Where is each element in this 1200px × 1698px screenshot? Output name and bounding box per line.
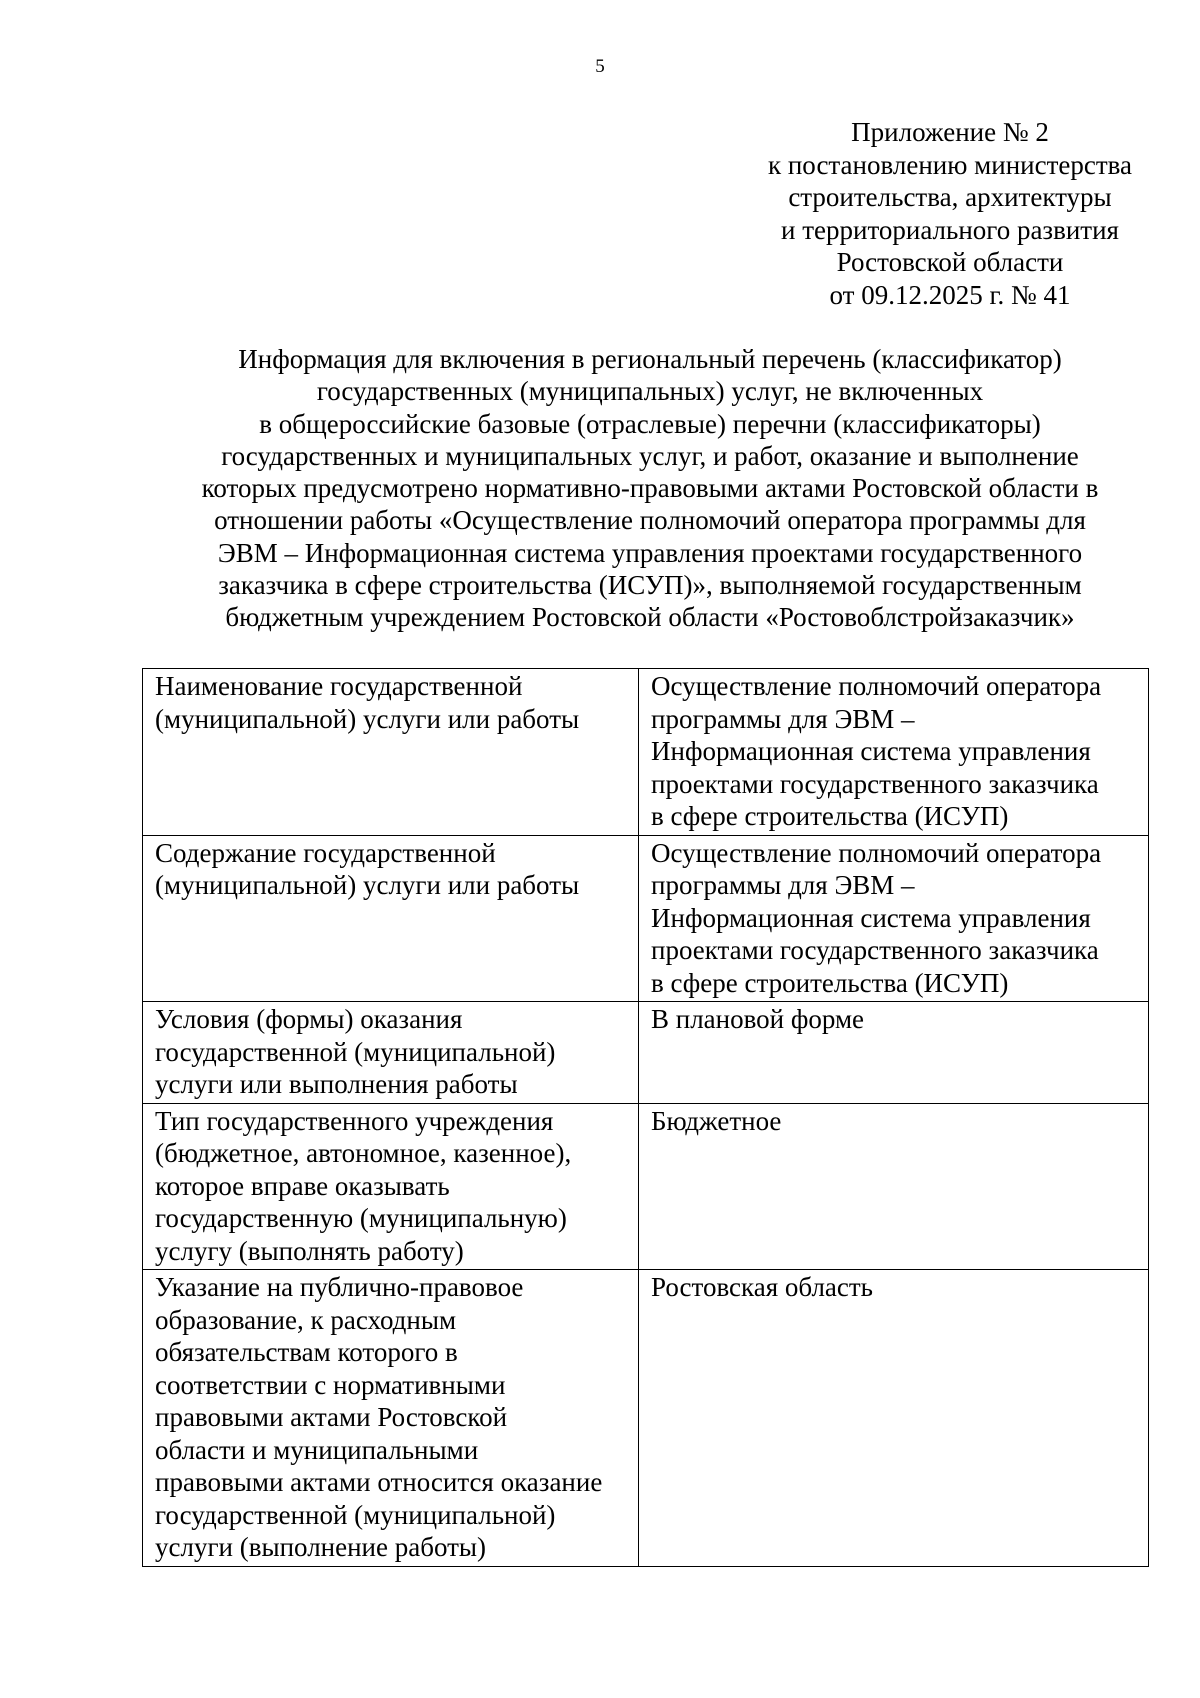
row-label: Содержание государственной (муниципальной) услуги или работы: [143, 835, 639, 1002]
document-title: [120, 343, 1180, 634]
appendix-line: к постановлению министерства: [767, 149, 1133, 180]
title-line: Информация для включения в региональный перечень (классификатор): [238, 344, 1062, 374]
row-value: Осуществление полномочий оператора программы для ЭВМ – Информационная система управления проектами государственного заказчика в сфере строительства (ИСУП): [639, 669, 1149, 836]
title-line: бюджетным учреждением Ростовской области «Ростовоблстройзаказчик»: [225, 602, 1075, 633]
title-line: которых предусмотрено нормативно-правовыми актами Ростовской области в: [201, 473, 1099, 504]
appendix-line: Ростовской области: [836, 247, 1064, 277]
row-label: Указание на публично-правовое образование, к расходным обязательствам которого в соответствии с нормативными правовыми актами Ростовской области и муниципальными правовыми актами относится оказание государственной (муниципальной) услуги (выполнение работы): [143, 1270, 639, 1567]
row-value: Осуществление полномочий оператора программы для ЭВМ – Информационная система управления проектами государственного заказчика в сфере строительства (ИСУП): [639, 835, 1149, 1002]
row-value: Ростовская область: [639, 1270, 1149, 1567]
table-row: [143, 1270, 1149, 1567]
row-label: Тип государственного учреждения (бюджетное, автономное, казенное), которое вправе оказывать государственную (муниципальную) услугу (выполнять работу): [143, 1103, 639, 1270]
table-row: [143, 669, 1149, 836]
appendix-line: Приложение № 2: [851, 117, 1049, 147]
appendix-header: [735, 116, 1165, 311]
title-line: ЭВМ – Информационная система управления проектами государственного: [217, 537, 1083, 568]
appendix-line: и территориального развития: [781, 214, 1119, 245]
row-label: Условия (формы) оказания государственной (муниципальной) услуги или выполнения работы: [143, 1002, 639, 1104]
table-row: [143, 835, 1149, 1002]
page-number: 5: [595, 56, 605, 77]
appendix-line: строительства, архитектуры: [788, 182, 1112, 212]
title-line: в общероссийские базовые (отраслевые) перечни (классификаторы): [259, 408, 1041, 439]
title-line: государственных и муниципальных услуг, и работ, оказание и выполнение: [221, 440, 1079, 471]
row-label: Наименование государственной (муниципальной) услуги или работы: [143, 669, 639, 836]
info-table: [142, 668, 1149, 1567]
appendix-line: от 09.12.2025 г. № 41: [829, 279, 1071, 310]
title-line: государственных (муниципальных) услуг, не включенных: [316, 376, 984, 407]
title-line: отношении работы «Осуществление полномочий оператора программы для: [214, 505, 1086, 536]
row-value: Бюджетное: [639, 1103, 1149, 1270]
table-row: [143, 1103, 1149, 1270]
row-value: В плановой форме: [639, 1002, 1149, 1104]
title-line: заказчика в сфере строительства (ИСУП)», выполняемой государственным: [218, 570, 1082, 601]
table-row: [143, 1002, 1149, 1104]
